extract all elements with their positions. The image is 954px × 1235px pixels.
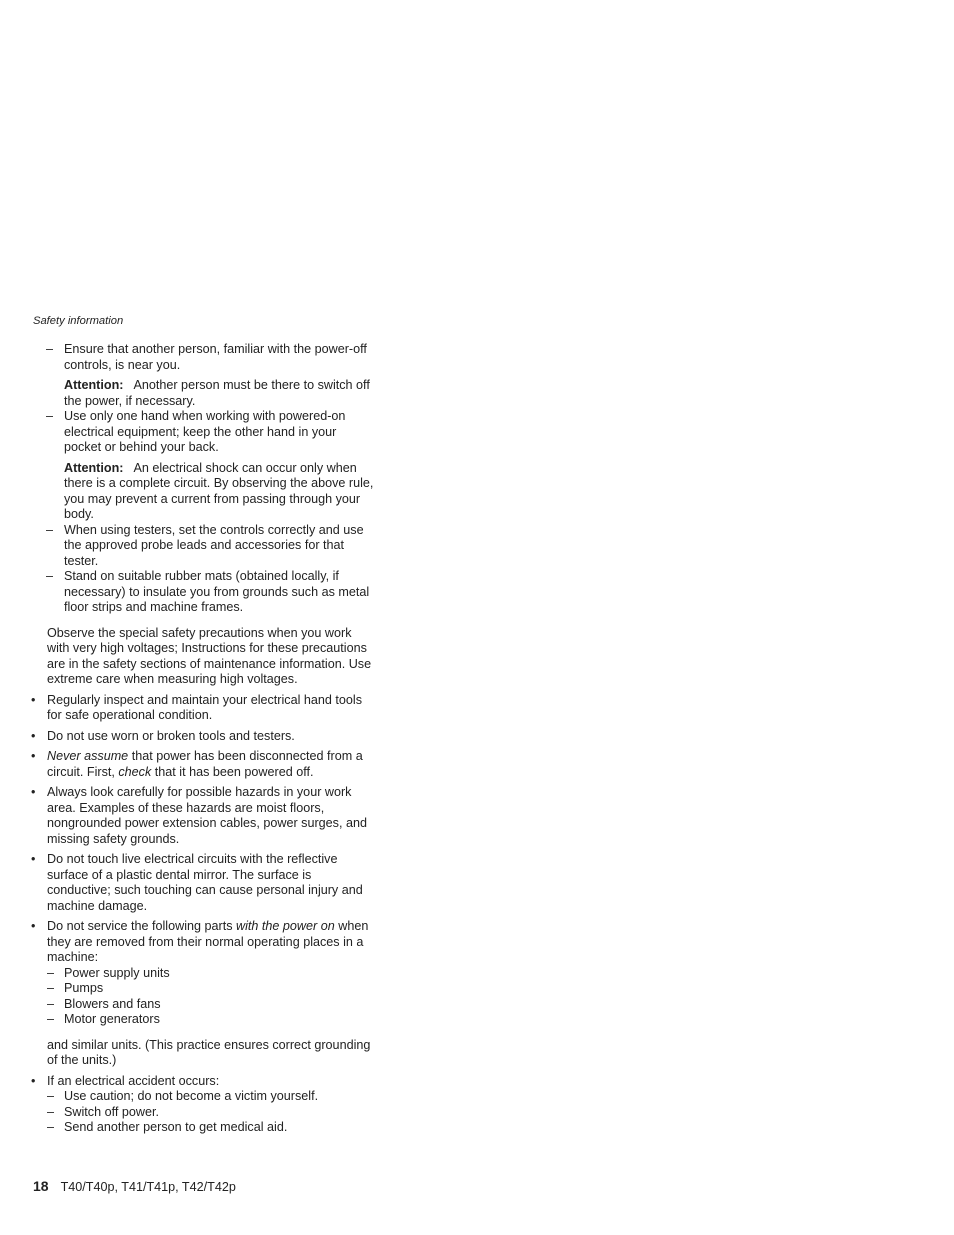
- page-footer: [33, 1179, 236, 1196]
- observe-paragraph: Observe the special safety precautions when you work with very high voltages; Instructions for these precautions are in the safety sections of maintenance information. Use extreme care when measuring high voltages.: [47, 625, 372, 686]
- sub-item: [47, 1089, 375, 1105]
- list-item: [30, 409, 375, 456]
- bullet-text: Always look carefully for possible hazards in your work area. Examples of these hazards are moist floors, nongrounded power extension cables, power surges, and missing safety grounds.: [47, 785, 367, 846]
- bullet-marker: •: [31, 749, 36, 763]
- bullet-item: [30, 919, 375, 1069]
- attention-text: Another person must be there to switch off the power, if necessary.: [64, 378, 370, 408]
- bullet-marker: •: [31, 728, 36, 743]
- bullet-text-part: Do not service the following parts: [47, 919, 236, 933]
- sub-item: [47, 981, 375, 997]
- dash-marker: –: [47, 1089, 55, 1103]
- sub-item-text: Blowers and fans: [64, 996, 161, 1011]
- bullet-marker: •: [31, 919, 36, 933]
- dash-marker: –: [46, 409, 54, 423]
- attention-text: An electrical shock can occur only when there is a complete circuit. By observing the above rule, you may prevent a current from passing through your body.: [64, 460, 374, 521]
- bullet-item: [30, 785, 375, 847]
- emphasis: Never assume: [47, 749, 129, 763]
- dash-marker: –: [47, 1012, 55, 1026]
- sub-item: [47, 1012, 375, 1028]
- bullet-text: Do not touch live electrical circuits with the reflective surface of a plastic dental mirror. The surface is conductive; such touching can cause personal injury and machine damage.: [47, 852, 363, 913]
- bullet-text: [47, 919, 375, 966]
- bullet-item: [30, 729, 375, 745]
- list-item-text: Ensure that another person, familiar with the power-off controls, is near you.: [64, 342, 367, 372]
- sub-item-text: Motor generators: [64, 1012, 160, 1026]
- dash-marker: –: [47, 996, 55, 1011]
- attention-label: Attention:: [64, 378, 124, 392]
- bullet-item: [30, 1074, 375, 1136]
- list-item: [30, 569, 375, 616]
- list-item-text: Use only one hand when working with powered-on electrical equipment; keep the other hand in your pocket or behind your back.: [64, 409, 346, 454]
- bullet-text-part: when they are removed from their normal operating places in a machine:: [47, 919, 369, 964]
- emphasis: check: [118, 764, 152, 779]
- sub-item-text: Pumps: [64, 981, 104, 995]
- page-content: [30, 342, 375, 1136]
- attention-note: [30, 461, 375, 523]
- bullet-marker: •: [31, 692, 36, 707]
- sub-item: [47, 966, 375, 982]
- list-item-text: Stand on suitable rubber mats (obtained locally, if necessary) to insulate you from grounds such as metal floor strips and machine frames.: [64, 569, 370, 614]
- sub-item-text: Switch off power.: [64, 1104, 159, 1119]
- dash-marker: –: [46, 342, 54, 356]
- sub-item: [47, 997, 375, 1013]
- attention-label: Attention:: [64, 460, 124, 475]
- bullet-marker: •: [31, 785, 36, 799]
- dash-marker: –: [46, 522, 54, 537]
- page-number: 18: [33, 1178, 49, 1194]
- bullet-item: [30, 693, 375, 724]
- dash-marker: –: [47, 965, 55, 980]
- bullet-text: [47, 749, 363, 779]
- sub-item-text: Power supply units: [64, 965, 170, 980]
- emphasis: with the power on: [236, 919, 335, 933]
- dash-marker: –: [47, 981, 55, 995]
- bullet-text-part: that power has been disconnected from a circuit. First,: [47, 749, 363, 779]
- list-item-text: When using testers, set the controls correctly and use the approved probe leads and accessories for that tester.: [64, 522, 364, 568]
- sub-item-text: Use caution; do not become a victim yourself.: [64, 1089, 319, 1103]
- bullet-item: [30, 749, 375, 780]
- bullet-marker: •: [31, 852, 36, 866]
- footer-model: T40/T40p, T41/T41p, T42/T42p: [60, 1180, 236, 1194]
- running-header: Safety information: [33, 315, 124, 327]
- dash-marker: –: [47, 1120, 55, 1134]
- bullet-continuation: and similar units. (This practice ensures correct grounding of the units.): [47, 1037, 371, 1067]
- bullet-text: Do not use worn or broken tools and testers.: [47, 728, 295, 743]
- bullet-text: If an electrical accident occurs:: [47, 1073, 220, 1088]
- dash-marker: –: [47, 1104, 55, 1119]
- bullet-text-part: that it has been powered off.: [151, 764, 314, 779]
- list-item: [30, 342, 375, 373]
- bullet-marker: •: [31, 1073, 36, 1088]
- attention-note: [30, 378, 375, 409]
- sub-item: [47, 1105, 375, 1121]
- bullet-text: Regularly inspect and maintain your electrical hand tools for safe operational condition.: [47, 692, 363, 722]
- list-item: [30, 523, 375, 570]
- dash-marker: –: [46, 569, 54, 583]
- sub-item: [47, 1120, 375, 1136]
- sub-item-text: Send another person to get medical aid.: [64, 1120, 288, 1134]
- bullet-item: [30, 852, 375, 914]
